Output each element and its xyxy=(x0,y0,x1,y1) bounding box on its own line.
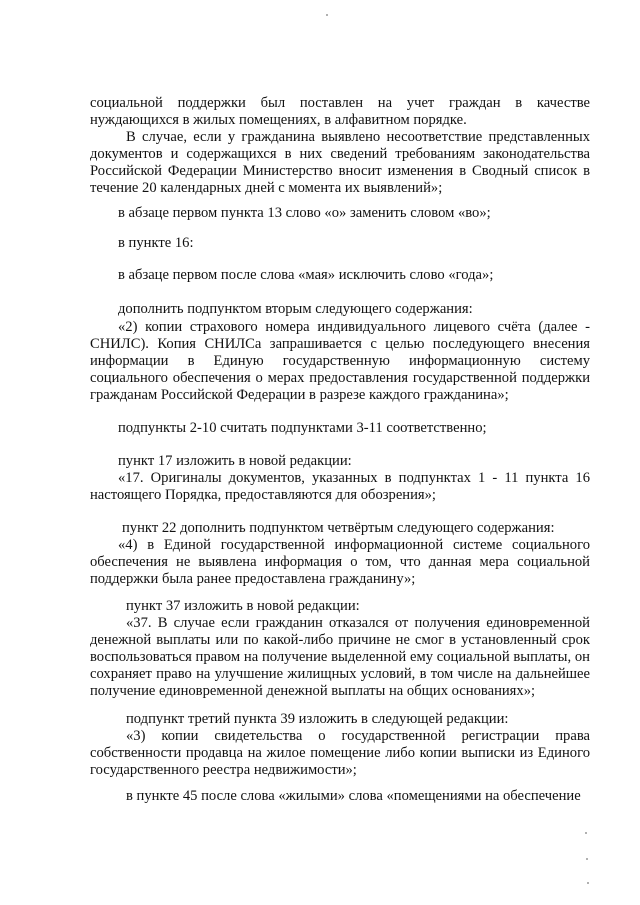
scan-speck xyxy=(586,858,588,860)
paragraph-item-16: в пункте 16: xyxy=(118,235,194,251)
scan-speck xyxy=(326,14,328,16)
scan-speck xyxy=(587,882,589,884)
paragraph-item-45: в пункте 45 после слова «жилыми» слова «помещениями на обеспечение xyxy=(126,788,581,804)
paragraph-nonconformity: В случае, если у гражданина выявлено несоответствие представленных документов и содержащихся в них сведений требованиям законодательства Российской Федерации Министерство вносит изменения в Сводный список в течение 20 календарных дней с момента их выявлений»; xyxy=(90,129,590,196)
paragraph-item-22-text: «4) в Единой государственной информационной системе социального обеспечения не выявлена информация о том, что данная мера социальной поддержки была ранее предоставлена гражданину»; xyxy=(90,537,590,587)
paragraph-renumber: подпункты 2-10 считать подпунктами 3-11 соответственно; xyxy=(118,420,487,436)
paragraph-item-37: пункт 37 изложить в новой редакции: xyxy=(126,598,360,614)
paragraph-item-13: в абзаце первом пункта 13 слово «о» заменить словом «во»; xyxy=(118,205,491,221)
paragraph-item-37-text: «37. В случае если гражданин отказался от получения единовременной денежной выплаты или по какой-либо причине не смог в установленный срок воспользоваться правом на получение выделенной ему социальной выплаты, он сохраняет право на улучшение жилищных условий, в том числе на дальнейшее получение единовременной денежной выплаты на общих основаниях»; xyxy=(90,615,590,699)
scan-speck xyxy=(585,832,587,834)
paragraph-item-17: пункт 17 изложить в новой редакции: xyxy=(118,453,352,469)
paragraph-continuation: социальной поддержки был поставлен на учет граждан в качестве нуждающихся в жилых помещениях, в алфавитном порядке. xyxy=(90,95,590,128)
paragraph-item-16-first: в абзаце первом после слова «мая» исключить слово «года»; xyxy=(118,267,494,283)
paragraph-item-39-text: «3) копии свидетельства о государственной регистрации права собственности продавца на жилое помещение либо копии выписки из Единого государственного реестра недвижимости»; xyxy=(90,728,590,778)
paragraph-item-39: подпункт третий пункта 39 изложить в следующей редакции: xyxy=(126,711,509,727)
paragraph-item-17-text: «17. Оригиналы документов, указанных в подпунктах 1 - 11 пункта 16 настоящего Порядка, предоставляются для обозрения»; xyxy=(90,470,590,503)
paragraph-item-22: пункт 22 дополнить подпунктом четвёртым следующего содержания: xyxy=(122,520,555,536)
paragraph-add-subitem-2: дополнить подпунктом вторым следующего содержания: xyxy=(118,301,473,317)
paragraph-snils: «2) копии страхового номера индивидуального лицевого счёта (далее - СНИЛС). Копия СНИЛСа запрашивается с целью последующего внесения информации в Единую государственную информационную систему социального обеспечения о мерах предоставления государственной поддержки гражданам Российской Федерации в разрезе каждого гражданина»; xyxy=(90,319,590,403)
